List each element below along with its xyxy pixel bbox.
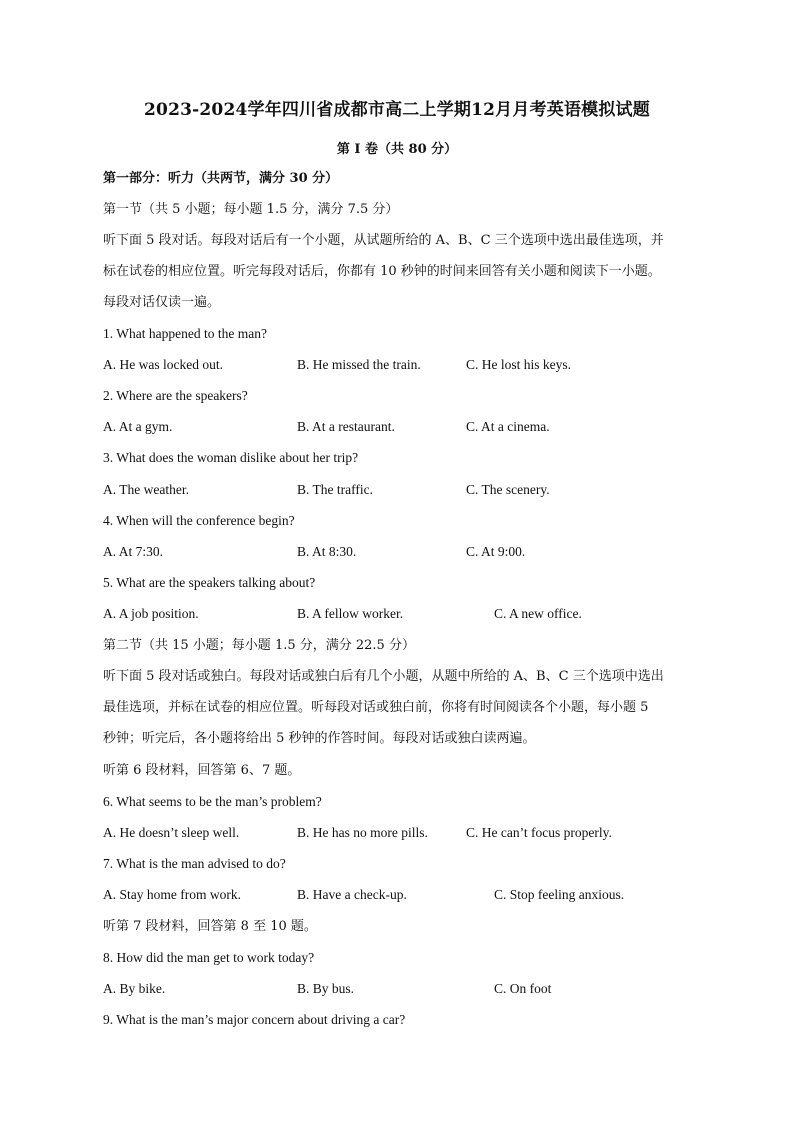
section2-instruction-line: 秒钟；听完后，各小题将给出 5 秒钟的作答时间。每段对话或独白读两遍。 (103, 731, 536, 746)
section2-instruction-line: 听下面 5 段对话或独白。每段对话或独白后有几个小题，从题中所给的 A、B、C 三个选项中选出 (103, 669, 664, 684)
option-a: A. He doesn’t sleep well. (103, 825, 240, 840)
section2-heading: 第二节（共 15 小题；每小题 1.5 分，满分 22.5 分） (103, 638, 415, 653)
question-stem: 9. What is the man’s major concern about driving a car? (103, 1012, 406, 1027)
option-a: A. Stay home from work. (103, 887, 241, 902)
option-c: C. At 9:00. (466, 544, 526, 559)
option-b: B. At a restaurant. (297, 419, 395, 434)
question-stem: 1. What happened to the man? (103, 326, 267, 341)
question-stem: 2. Where are the speakers? (103, 388, 248, 403)
options-row (0, 481, 794, 499)
question-stem: 7. What is the man advised to do? (103, 856, 286, 871)
option-b: B. A fellow worker. (297, 606, 404, 621)
option-b: B. The traffic. (297, 482, 373, 497)
option-c: C. A new office. (494, 606, 582, 621)
option-a: A. At 7:30. (103, 544, 164, 559)
options-row (0, 605, 794, 623)
options-row (0, 543, 794, 561)
option-a: A. He was locked out. (103, 357, 223, 372)
section2-instruction-line: 最佳选项，并标在试卷的相应位置。听每段对话或独白前，你将有时间阅读各个小题，每小题 5 (103, 700, 649, 715)
option-b: B. Have a check-up. (297, 887, 407, 902)
question-stem: 4. When will the conference begin? (103, 513, 295, 528)
question-stem: 5. What are the speakers talking about? (103, 575, 316, 590)
section1-instruction-line: 标在试卷的相应位置。听完每段对话后，你都有 10 秒钟的时间来回答有关小题和阅读下一小题。 (103, 264, 661, 279)
options-row (0, 418, 794, 436)
options-row (0, 824, 794, 842)
option-c: C. At a cinema. (466, 419, 550, 434)
option-c: C. He lost his keys. (466, 357, 572, 372)
volume-heading: 第 I 卷（共 80 分） (336, 142, 458, 157)
options-row (0, 886, 794, 904)
material-note: 听第 6 段材料，回答第 6、7 题。 (103, 763, 301, 778)
question-stem: 6. What seems to be the man’s problem? (103, 794, 322, 809)
option-a: A. The weather. (103, 482, 189, 497)
part1-heading: 第一部分：听力（共两节，满分 30 分） (103, 171, 339, 186)
option-b: B. He missed the train. (297, 357, 421, 372)
page-title: 2023-2024学年四川省成都市高二上学期12月月考英语模拟试题 (144, 100, 650, 120)
option-a: A. At a gym. (103, 419, 173, 434)
section1-heading: 第一节（共 5 小题；每小题 1.5 分，满分 7.5 分） (103, 202, 399, 217)
question-stem: 3. What does the woman dislike about her trip? (103, 450, 359, 465)
section1-instruction-line: 听下面 5 段对话。每段对话后有一个小题，从试题所给的 A、B、C 三个选项中选出最佳选项，并 (103, 233, 664, 248)
option-a: A. A job position. (103, 606, 199, 621)
option-c: C. Stop feeling anxious. (494, 887, 625, 902)
option-c: C. The scenery. (466, 482, 550, 497)
option-c: C. On foot (494, 981, 552, 996)
section1-instruction-line: 每段对话仅读一遍。 (103, 295, 221, 310)
option-b: B. He has no more pills. (297, 825, 428, 840)
option-c: C. He can’t focus properly. (466, 825, 612, 840)
question-stem: 8. How did the man get to work today? (103, 950, 315, 965)
options-row (0, 356, 794, 374)
option-b: B. At 8:30. (297, 544, 357, 559)
option-b: B. By bus. (297, 981, 355, 996)
options-row (0, 980, 794, 998)
option-a: A. By bike. (103, 981, 166, 996)
material-note: 听第 7 段材料，回答第 8 至 10 题。 (103, 919, 317, 934)
